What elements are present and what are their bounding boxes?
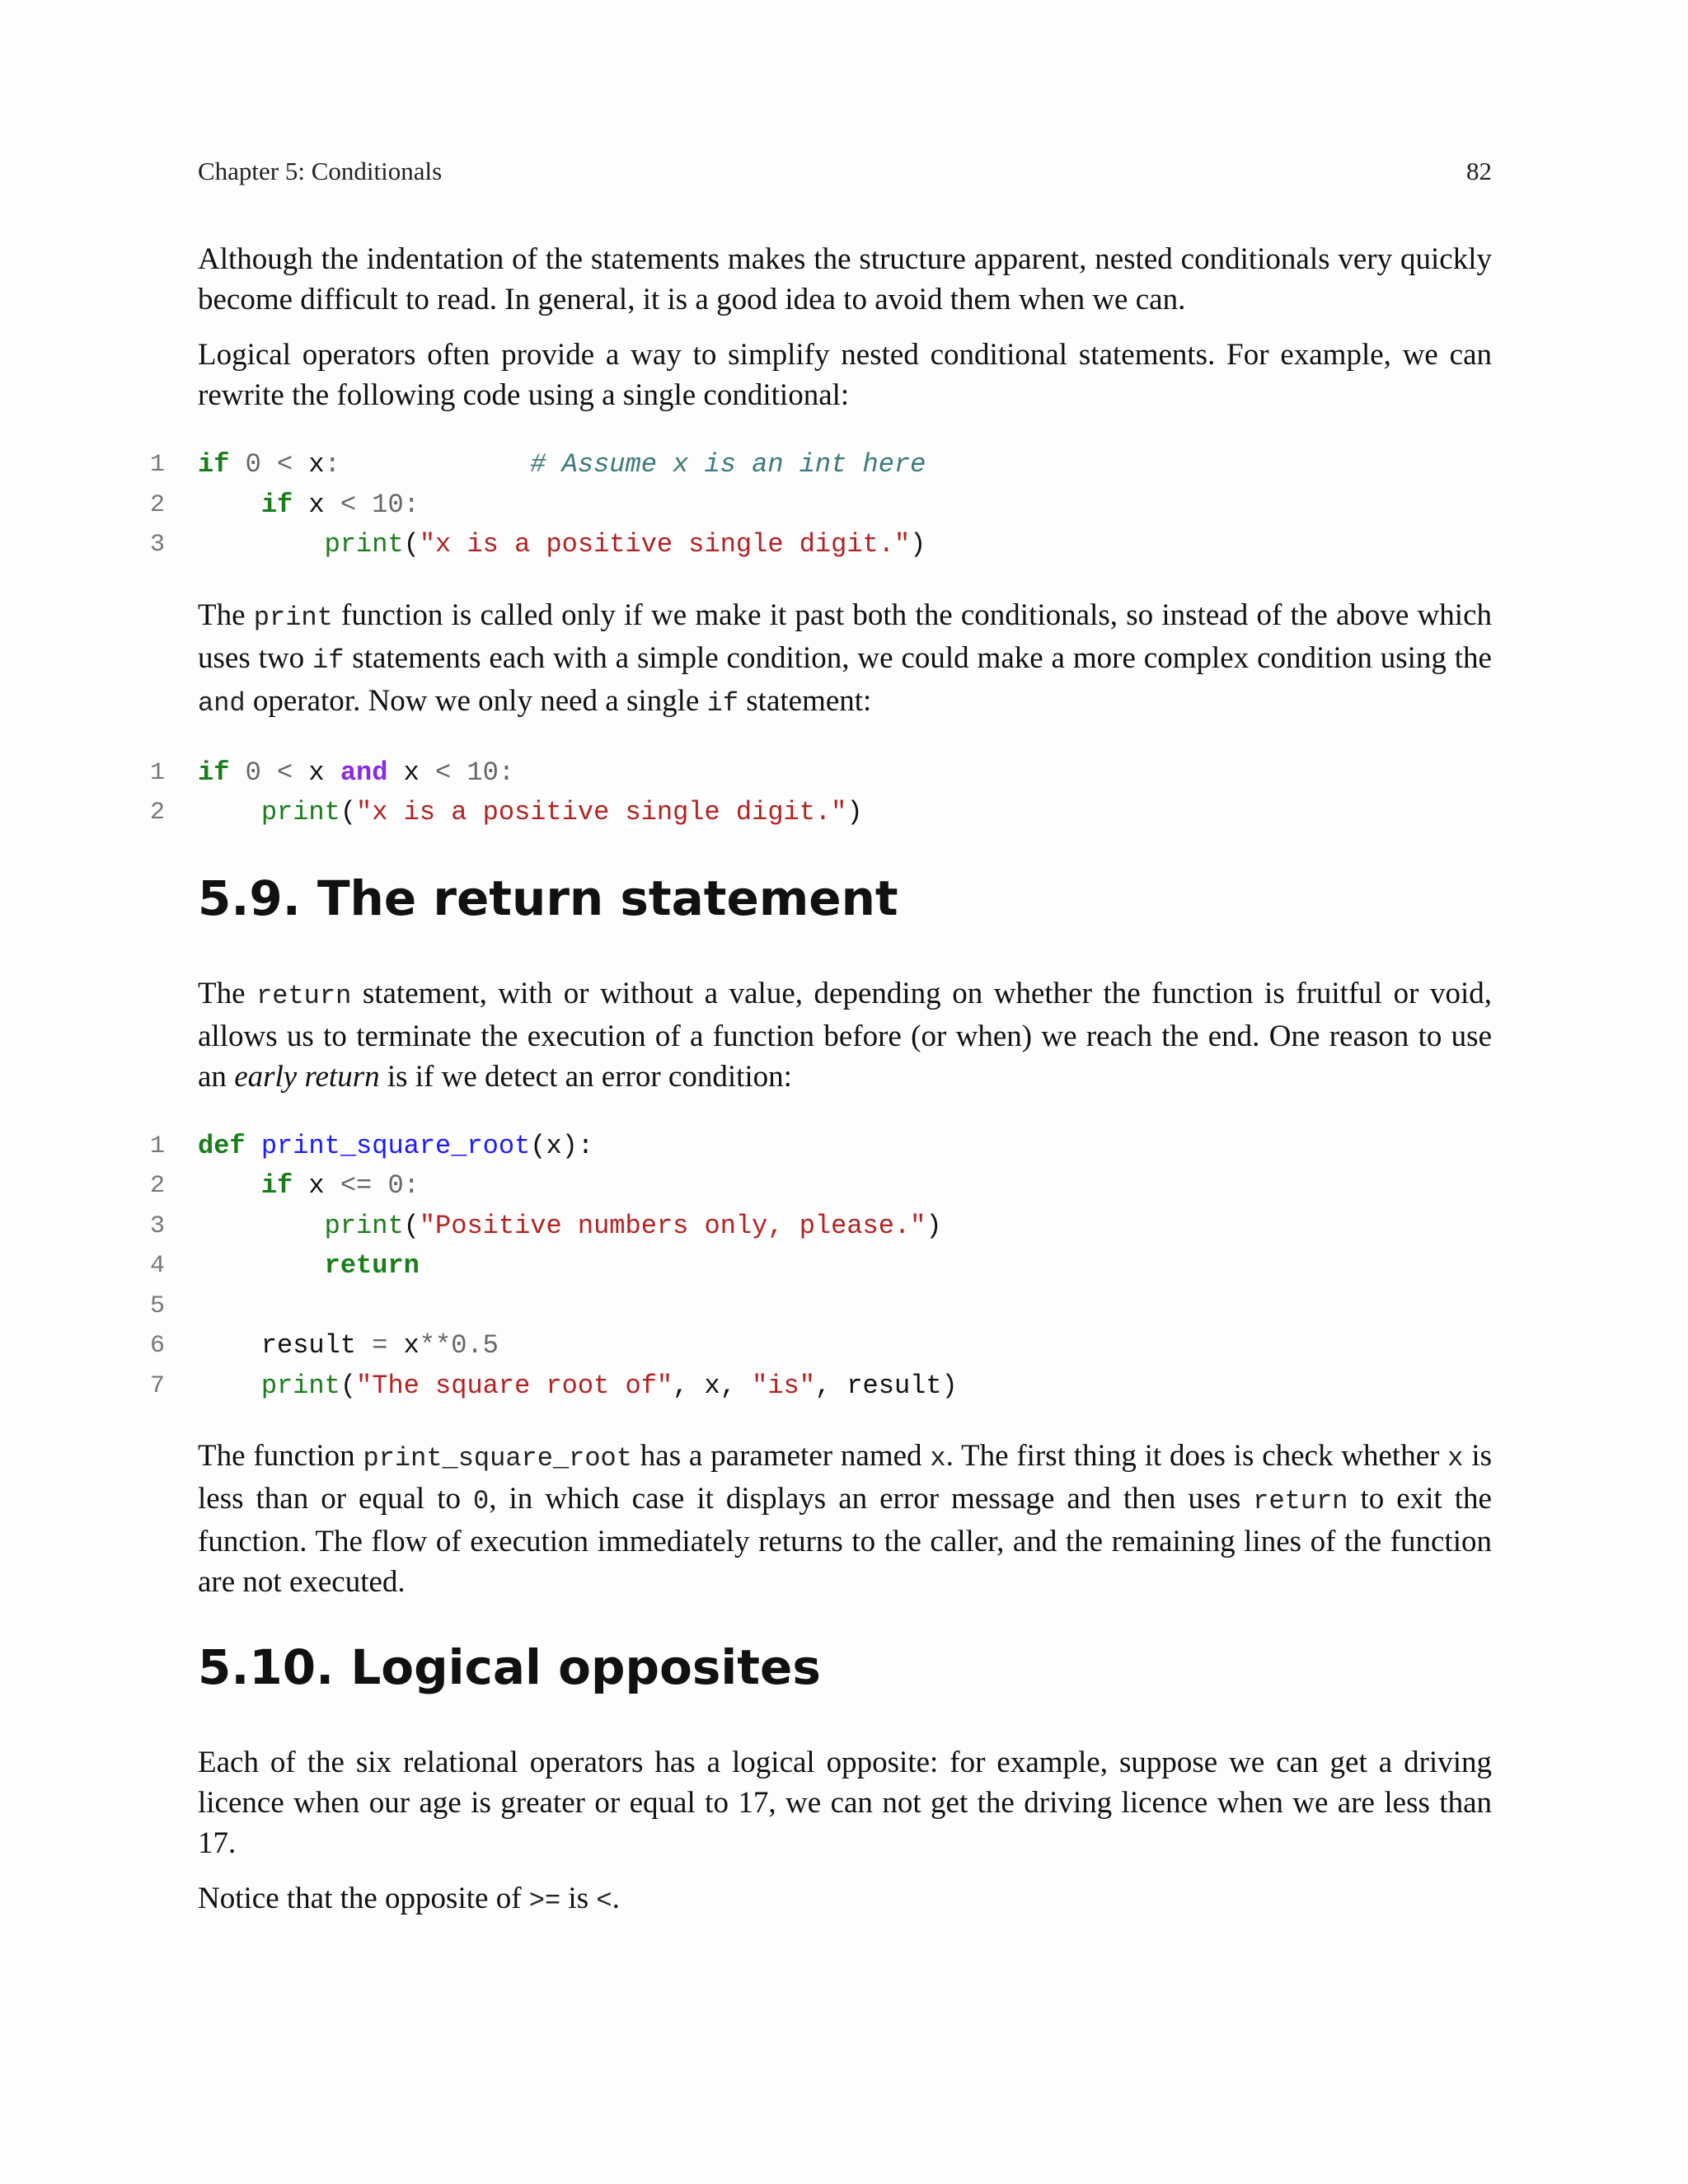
line-number: 4 (149, 1252, 165, 1280)
punctuation: : (403, 489, 420, 520)
line-number: 2 (149, 1172, 165, 1200)
paragraph-function-explanation: The function print_square_root has a parameter named x. The first thing it does is check whether x is less than or equal to 0, in which case it displays an error message and then uses return to exit the function. The flow of execution immediately returns to the caller, and the remaining lines of the function are not executed. (198, 1439, 1493, 1599)
line-number: 7 (149, 1371, 165, 1400)
code-line (149, 485, 1492, 526)
inline-code: and (198, 687, 246, 719)
inline-code: if (312, 644, 345, 676)
identifier: result (846, 1370, 942, 1401)
function-name: print_square_root (260, 1130, 531, 1161)
keyword: if (260, 1170, 293, 1201)
builtin-function: print (324, 529, 404, 560)
punctuation: : (324, 449, 340, 480)
code-punctuation: ( (340, 797, 357, 827)
code-punctuation: , (673, 1370, 705, 1401)
emphasis-text: early return (234, 1059, 380, 1094)
operator: < (277, 757, 293, 788)
operator: ** (419, 1330, 452, 1361)
code-punctuation: , (814, 1370, 847, 1401)
inline-code: x (930, 1443, 946, 1474)
paragraph-print-explanation: The print function is called only if we make it past both the conditionals, so instead of the above which uses two if statements each with a simple condition, we could make a more complex condition using the and operator. Now we only need a single if statement: (198, 598, 1492, 719)
inline-code: >= (528, 1886, 561, 1916)
running-header (198, 157, 1492, 190)
identifier: x (403, 1330, 420, 1361)
number-literal: 0 (387, 1170, 404, 1201)
keyword: if (198, 449, 230, 480)
keyword: return (324, 1250, 420, 1281)
identifier: x (704, 1370, 720, 1401)
operator: < (340, 489, 357, 520)
builtin-function: print (260, 797, 340, 827)
paragraph-logical-operators: Logical operators often provide a way to simplify nested conditional statements. For example, we can rewrite the following code using a single conditional: (198, 338, 1492, 412)
code-punctuation: ) (926, 1210, 942, 1241)
code-punctuation: ) (941, 1370, 958, 1401)
code-block-print-square-root (0, 1127, 1492, 1407)
function-params: (x): (530, 1130, 594, 1161)
code-block-and-condition (0, 753, 1492, 833)
keyword-and: and (340, 757, 388, 788)
punctuation: : (403, 1170, 420, 1201)
code-line (149, 1166, 1492, 1207)
identifier: x (308, 1170, 325, 1201)
inline-code: return (1253, 1486, 1348, 1516)
operator: <= (340, 1170, 373, 1201)
inline-code: print (253, 602, 333, 633)
punctuation: : (498, 757, 515, 788)
code-punctuation: ( (340, 1370, 357, 1401)
code-line (149, 1326, 1492, 1366)
inline-code: 0 (472, 1486, 490, 1516)
keyword: if (198, 757, 230, 788)
number-literal: 10 (467, 757, 499, 788)
code-punctuation: ( (403, 1210, 420, 1241)
code-line (149, 445, 1492, 485)
code-punctuation: ) (846, 797, 863, 827)
string-literal: "Positive numbers only, please." (419, 1210, 926, 1241)
identifier: result (260, 1330, 357, 1361)
code-line (149, 753, 1492, 794)
code-line (149, 1366, 1492, 1407)
code-line (149, 1127, 1492, 1167)
code-line (149, 1207, 1492, 1247)
number-literal: 0 (245, 757, 261, 788)
paragraph-return-statement: The return statement, with or without a value, depending on whether the function is fruitful or void, allows us to terminate the execution of a function before (or when) we reach the end. One reason to use an early return is if we detect an error condition: (198, 976, 1492, 1094)
string-literal: "x is a positive single digit." (419, 529, 911, 560)
identifier: x (308, 757, 325, 788)
page-number: 82 (1466, 157, 1492, 185)
line-number: 3 (149, 531, 165, 559)
line-number: 1 (149, 451, 165, 479)
identifier: x (308, 449, 325, 480)
section-heading-return-statement: 5.9. The return statement (198, 869, 898, 926)
code-punctuation: ) (910, 529, 926, 560)
operator: < (277, 449, 293, 480)
number-literal: 0 (245, 449, 261, 480)
paragraph-opposite-note: Notice that the opposite of >= is <. (198, 1882, 620, 1916)
code-line (149, 1246, 1492, 1286)
keyword: def (198, 1130, 246, 1161)
identifier: x (403, 757, 420, 788)
inline-code: print_square_root (363, 1443, 632, 1474)
code-block-nested-if (0, 445, 1492, 565)
code-punctuation: , (720, 1370, 753, 1401)
code-comment: # Assume x is an int here (530, 449, 926, 480)
line-number: 6 (149, 1332, 165, 1360)
line-number: 3 (149, 1212, 165, 1240)
code-punctuation: ( (403, 529, 420, 560)
line-number: 2 (149, 490, 165, 519)
string-literal: "is" (752, 1370, 815, 1401)
string-literal: "x is a positive single digit." (356, 797, 847, 827)
paragraph-relational-operators: Each of the six relational operators has a logical opposite: for example, suppose we can get a driving licence when our age is greater or equal to 17, we can not get the driving licence when we are less than 17. (198, 1746, 1492, 1860)
builtin-function: print (260, 1370, 340, 1401)
number-literal: 0.5 (451, 1330, 499, 1361)
inline-code: if (706, 687, 739, 719)
paragraph-nested-conditionals: Although the indentation of the statements makes the structure apparent, nested conditionals very quickly become difficult to read. In general, it is a good idea to avoid them when we can. (198, 242, 1492, 316)
code-line (149, 1286, 1492, 1327)
page-content (149, 239, 1493, 1936)
code-line (149, 525, 1492, 565)
number-literal: 10 (372, 489, 404, 520)
operator: < (435, 757, 452, 788)
inline-code: return (256, 980, 352, 1011)
string-literal: "The square root of" (356, 1370, 673, 1401)
line-number: 5 (149, 1291, 165, 1320)
section-heading-logical-opposites: 5.10. Logical opposites (198, 1639, 821, 1695)
inline-code: x (1447, 1443, 1464, 1474)
inline-code: < (596, 1886, 612, 1916)
keyword: if (260, 489, 293, 520)
chapter-title: Chapter 5: Conditionals (198, 157, 443, 185)
code-line (149, 793, 1492, 833)
line-number: 2 (149, 799, 165, 827)
identifier: x (308, 489, 325, 520)
builtin-function: print (324, 1210, 404, 1241)
line-number: 1 (149, 758, 165, 787)
line-number: 1 (149, 1132, 165, 1160)
operator: = (372, 1330, 388, 1361)
